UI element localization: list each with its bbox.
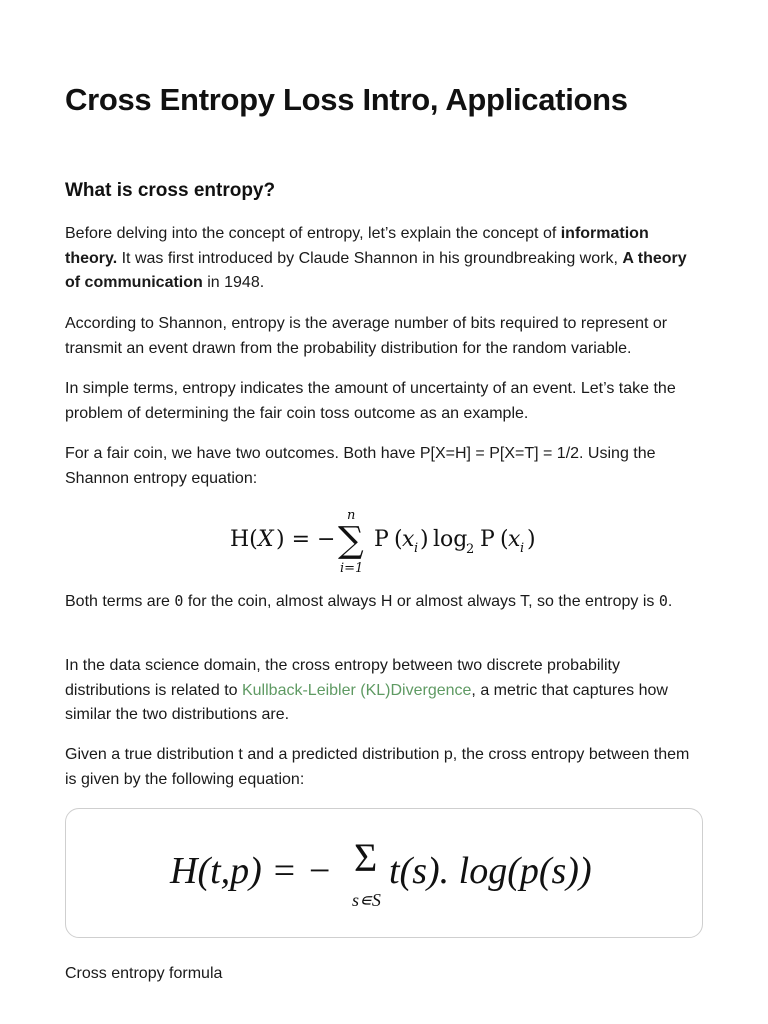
eq1-term-p1: P [374, 527, 389, 552]
paragraph-shannon: According to Shannon, entropy is the average number of bits required to represent or transmit an event drawn from the probability distribution for the random variable. [65, 315, 668, 357]
eq2-lhs: H(t,p) = − [170, 850, 333, 892]
cross-entropy-formula-box [65, 808, 703, 938]
eq1-sub1: i [414, 541, 419, 556]
coin-text-c: . [667, 593, 673, 610]
coin-zero-2: 0 [658, 592, 668, 610]
coin-text-b: for the coin, almost always H or almost always T, so the entropy is [183, 593, 659, 610]
intro-text-e: in 1948. [202, 274, 265, 291]
eq1-x2: x [508, 527, 521, 552]
paragraph-coin-terms [65, 589, 705, 615]
eq1-sum-bottom: i=1 [340, 561, 364, 576]
eq2-subscript: s∊S [352, 890, 381, 910]
eq1-sub2: i [520, 541, 525, 556]
eq1-equals-minus: ) = − [276, 527, 336, 552]
paragraph-uncertainty: In simple terms, entropy indicates the amount of uncertainty of an event. Let’s take the problem of determining the fair coin toss outcome as an example. [65, 380, 676, 422]
kl-text-b: , a metric that captures how similar the two distributions are. [65, 681, 668, 723]
eq1-sigma: ∑ [338, 520, 364, 561]
page-title: Cross Entropy Loss Intro, Applications [65, 82, 628, 117]
eq2-body: t(s). log(p(s)) [389, 850, 592, 892]
shannon-entropy-equation [0, 502, 768, 580]
paragraph-intro [65, 222, 705, 296]
eq1-var-x: X [258, 527, 274, 552]
kl-divergence-link[interactable]: Kullback-Leibler (KL)Divergence [241, 681, 472, 699]
coin-zero-1: 0 [174, 592, 184, 610]
kl-text-a: In the data science domain, the cross entropy between two discrete probability distributions is related to [65, 657, 620, 699]
svg-text:(: ( [500, 527, 509, 552]
paragraph-fair-coin: For a fair coin, we have two outcomes. Both have P[X=H] = P[X=T] = 1/2. Using the Shannon entropy equation: [65, 445, 656, 487]
paragraph-given-distribution: Given a true distribution t and a predicted distribution p, the cross entropy between them is given by the following equation: [65, 746, 690, 788]
eq1-log: log [433, 527, 468, 552]
svg-text:): ) [420, 527, 429, 552]
formula-caption: Cross entropy formula [65, 965, 223, 982]
paragraph-kl [65, 654, 705, 728]
section-heading: What is cross entropy? [65, 180, 276, 201]
intro-bold-information-theory: information theory. [65, 225, 649, 267]
intro-text-c: It was first introduced by Claude Shannon in his groundbreaking work, [117, 249, 623, 267]
eq1-x1: x [402, 527, 415, 552]
eq2-sigma: Σ [354, 835, 378, 880]
cross-entropy-formula [66, 809, 702, 937]
coin-text-a: Both terms are [65, 593, 175, 610]
intro-text-a: Before delving into the concept of entropy, let’s explain the concept of [65, 225, 561, 242]
eq1-term-p2: P [480, 527, 495, 552]
eq1-log-base: 2 [466, 542, 475, 557]
eq1-sum-top: n [347, 508, 356, 523]
eq1-lhs: H( [230, 527, 258, 552]
svg-text:): ) [527, 527, 536, 552]
svg-text:(: ( [394, 527, 403, 552]
intro-bold-theory-of-communication: A theory of communication [65, 249, 687, 291]
